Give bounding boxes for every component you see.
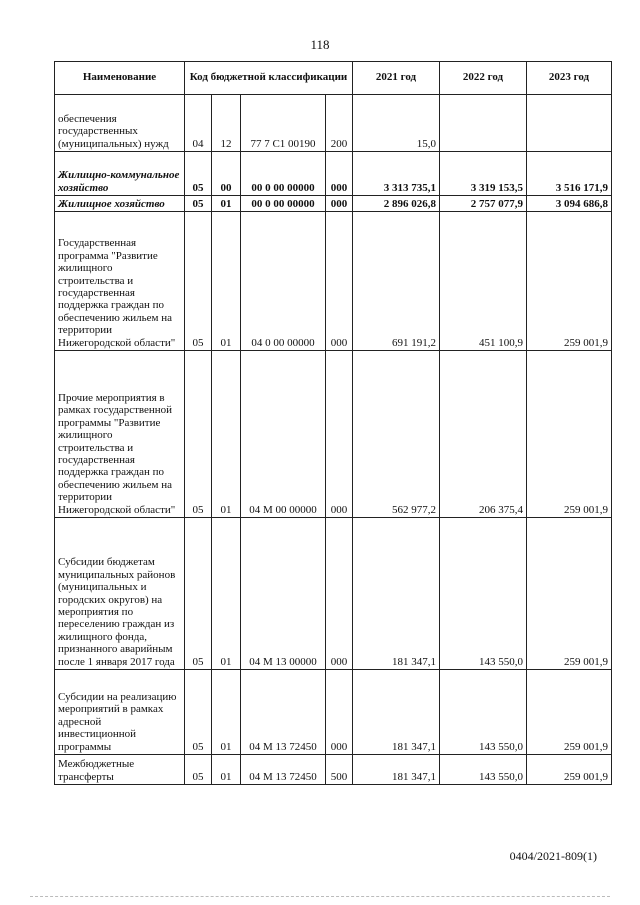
row-2021: 15,0	[353, 95, 440, 152]
row-name: Межбюджетные трансферты	[55, 755, 185, 785]
row-2023: 3 516 171,9	[527, 152, 612, 196]
header-2021: 2021 год	[353, 62, 440, 95]
row-expense: 000	[326, 670, 353, 755]
table-row	[55, 152, 612, 196]
row-2021: 181 347,1	[353, 518, 440, 670]
row-name: Государственная программа "Развитие жилищного строительства и государственная поддержка граждан по обеспечению жильем на территории Нижегородской области"	[55, 212, 185, 351]
row-name: обеспечения государственных (муниципальных) нужд	[55, 95, 185, 152]
table-row	[55, 670, 612, 755]
row-2023: 259 001,9	[527, 351, 612, 518]
scan-edge-divider	[30, 896, 610, 898]
row-section: 05	[185, 196, 212, 212]
row-name: Субсидии бюджетам муниципальных районов (муниципальных и городских округов) на мероприятия по переселению граждан из жилищного фонда, признанного аварийным после 1 января 2017 года	[55, 518, 185, 670]
row-section: 05	[185, 670, 212, 755]
row-2021: 691 191,2	[353, 212, 440, 351]
row-2023: 259 001,9	[527, 670, 612, 755]
row-section: 05	[185, 518, 212, 670]
row-name: Жилищное хозяйство	[55, 196, 185, 212]
row-target: 04 М 13 72450	[241, 755, 326, 785]
row-2021: 3 313 735,1	[353, 152, 440, 196]
row-name: Прочие мероприятия в рамках государственной программы "Развитие жилищного строительства и государственная поддержка граждан по обеспечению жильем на территории Нижегородской области"	[55, 351, 185, 518]
row-2022: 451 100,9	[440, 212, 527, 351]
row-2022: 3 319 153,5	[440, 152, 527, 196]
row-target: 04 М 13 00000	[241, 518, 326, 670]
row-section: 05	[185, 755, 212, 785]
row-expense: 000	[326, 212, 353, 351]
row-2021: 181 347,1	[353, 670, 440, 755]
row-2022: 143 550,0	[440, 518, 527, 670]
row-2023: 259 001,9	[527, 518, 612, 670]
table-row	[55, 351, 612, 518]
row-2022: 143 550,0	[440, 670, 527, 755]
row-subsection: 01	[212, 755, 241, 785]
row-2022: 143 550,0	[440, 755, 527, 785]
row-section: 05	[185, 212, 212, 351]
table-row	[55, 196, 612, 212]
table-row	[55, 212, 612, 351]
row-section: 05	[185, 152, 212, 196]
row-target: 04 0 00 00000	[241, 212, 326, 351]
row-expense: 200	[326, 95, 353, 152]
row-2022: 206 375,4	[440, 351, 527, 518]
page-number: 118	[310, 37, 330, 52]
row-2021: 181 347,1	[353, 755, 440, 785]
table-header-row	[55, 62, 612, 95]
row-subsection: 12	[212, 95, 241, 152]
table-row	[55, 518, 612, 670]
budget-table	[54, 61, 612, 785]
table-row	[55, 95, 612, 152]
row-2021: 562 977,2	[353, 351, 440, 518]
row-section: 04	[185, 95, 212, 152]
row-target: 04 М 00 00000	[241, 351, 326, 518]
row-target: 00 0 00 00000	[241, 196, 326, 212]
row-subsection: 01	[212, 670, 241, 755]
header-2023: 2023 год	[527, 62, 612, 95]
row-expense: 000	[326, 518, 353, 670]
row-subsection: 00	[212, 152, 241, 196]
header-code: Код бюджетной классификации	[185, 62, 353, 95]
row-expense: 500	[326, 755, 353, 785]
row-2023: 259 001,9	[527, 212, 612, 351]
row-target: 04 М 13 72450	[241, 670, 326, 755]
row-subsection: 01	[212, 196, 241, 212]
row-target: 00 0 00 00000	[241, 152, 326, 196]
row-name: Субсидии на реализацию мероприятий в рамках адресной инвестиционной программы	[55, 670, 185, 755]
row-2021: 2 896 026,8	[353, 196, 440, 212]
row-expense: 000	[326, 152, 353, 196]
row-2023	[527, 95, 612, 152]
row-subsection: 01	[212, 518, 241, 670]
document-code: 0404/2021-809(1)	[509, 849, 597, 863]
row-expense: 000	[326, 351, 353, 518]
table-row	[55, 755, 612, 785]
header-2022: 2022 год	[440, 62, 527, 95]
row-2022: 2 757 077,9	[440, 196, 527, 212]
row-subsection: 01	[212, 351, 241, 518]
row-2023: 259 001,9	[527, 755, 612, 785]
header-name: Наименование	[55, 62, 185, 95]
row-2022	[440, 95, 527, 152]
row-subsection: 01	[212, 212, 241, 351]
row-section: 05	[185, 351, 212, 518]
row-name: Жилищно-коммунальное хозяйство	[55, 152, 185, 196]
row-2023: 3 094 686,8	[527, 196, 612, 212]
row-target: 77 7 C1 00190	[241, 95, 326, 152]
row-expense: 000	[326, 196, 353, 212]
